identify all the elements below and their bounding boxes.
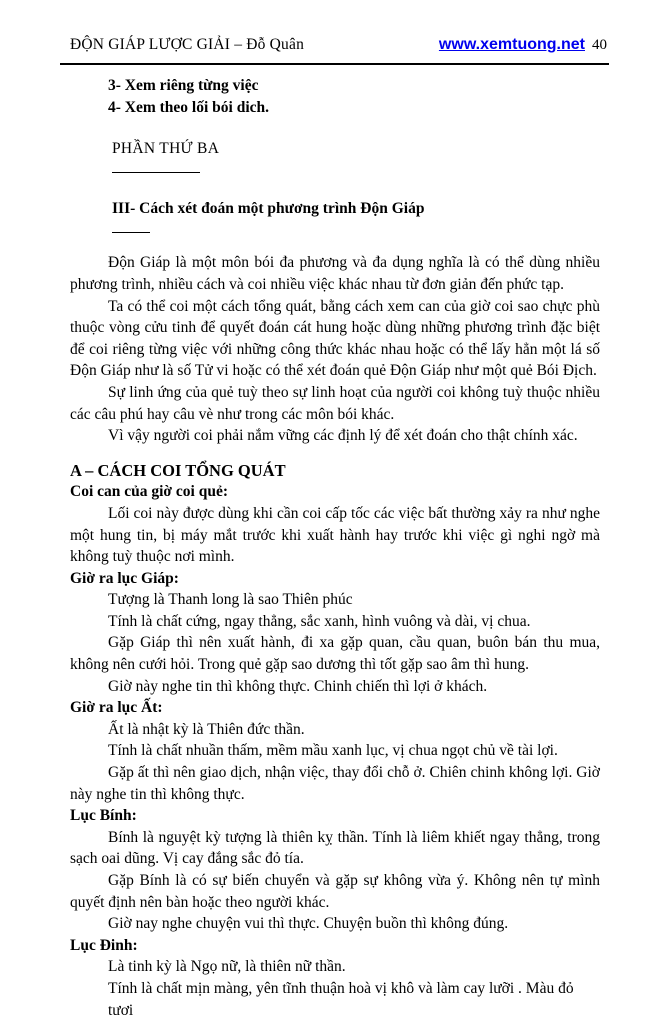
paragraph: Gặp ất thì nên giao dịch, nhận việc, thay đổi chỗ ở. Chiên chinh không lợi. Giờ này nghe tin thì không thực.: [70, 764, 600, 803]
document-title: ĐỘN GIÁP LƯỢC GIẢI – Đỗ Quân: [70, 36, 305, 53]
document-body: [0, 65, 669, 1021]
part-title: PHẦN THỨ BA: [112, 140, 220, 158]
divider-long: [112, 172, 200, 173]
text-line: Giờ này nghe tin thì không thực. Chinh chiến thì lợi ở khách.: [108, 677, 488, 695]
header-right-group: [439, 36, 607, 54]
paragraph: Ta có thể coi một cách tổng quát, bằng cách xem can của giờ coi sao chực phù thuộc vòng cửu tinh để quyết đoán cát hung hoặc dùng những phương trình đặc biệt để coi riêng từng việc với những công thức khác nhau hoặc có thể lấy hẳn một lá số Độn Giáp như là số Tử vi hoặc có thể xét đoán quẻ Độn Giáp như một quẻ Bói Địch.: [70, 297, 600, 380]
divider-short: [112, 232, 150, 233]
text-line: Giờ nay nghe chuyện vui thì thực. Chuyện buồn thì không đúng.: [108, 915, 509, 933]
paragraph: Sự linh ứng của quẻ tuỳ theo sự linh hoạt của người coi không tuỳ thuộc nhiều các câu phú hay câu vè như trong các môn bói khác.: [70, 383, 600, 423]
paragraph: Lối coi này được dùng khi cần coi cấp tốc các việc bất thường xảy ra như nghe một hung tin, bị máy mắt trước khi xuất hành hay trước khi việc gì nghi ngờ mà không tuỳ thuộc nơi mình.: [70, 504, 600, 566]
term-label: Giờ ra lục Giáp:: [70, 569, 179, 587]
term-label: Giờ ra lục Ất:: [70, 699, 163, 717]
chapter-heading: A – CÁCH COI TỔNG QUÁT: [70, 460, 286, 480]
text-line: Ất là nhật kỳ là Thiên đức thần.: [108, 720, 305, 738]
text-line: Là tinh kỳ là Ngọ nữ, là thiên nữ thần.: [108, 958, 346, 976]
paragraph: Bính là nguyệt kỳ tượng là thiên kỵ thần. Tính là liêm khiết ngay thẳng, trong sạch oai dũng. Vị cay đắng sắc đỏ tía.: [70, 828, 600, 868]
text-line: Tính là chất cứng, ngay thẳng, sắc xanh, hình vuông và dài, vị chua.: [108, 612, 531, 630]
list-item: 4- Xem theo lối bói dich.: [108, 98, 270, 116]
website-link[interactable]: www.xemtuong.net: [438, 36, 585, 53]
section-heading: III- Cách xét đoán một phương trình Độn Giáp: [112, 199, 425, 217]
term-label: Lục Đinh:: [70, 936, 138, 954]
paragraph: Gặp Bính là có sự biến chuyển và gặp sự không vừa ý. Không nên tự mình quyết định nên bàn hoặc theo người khác.: [70, 872, 600, 911]
text-line: Tượng là Thanh long là sao Thiên phúc: [108, 591, 353, 609]
paragraph: Vì vậy người coi phải nắm vững các định lý để xét đoán cho thật chính xác.: [108, 427, 578, 445]
text-line: Tính là chất nhuần thấm, mềm mầu xanh lục, vị chua ngọt chủ về tài lợi.: [108, 742, 558, 760]
text-line: Tính là chất mịn màng, yên tĩnh thuận hoà vị khô và làm cay lưỡi . Màu đỏ tươi: [108, 979, 574, 1019]
page-number: 40: [592, 37, 607, 53]
list-item: 3- Xem riêng từng việc: [108, 77, 259, 94]
paragraph: Độn Giáp là một môn bói đa phương và đa dụng nghĩa là có thể dùng nhiều phương trình, nhiều cách và coi nhiều việc khác nhau từ đơn giản đến phức tạp.: [70, 254, 600, 293]
paragraph: Gặp Giáp thì nên xuất hành, đi xa gặp quan, cầu quan, buôn bán thu mua, không nên cưới hỏi. Trong quẻ gặp sao dương thì tốt gặp sao âm thì hung.: [70, 634, 600, 674]
term-label: Coi can của giờ coi quẻ:: [70, 483, 228, 501]
term-label: Lục Bính:: [70, 807, 137, 825]
page-header: [0, 0, 669, 54]
